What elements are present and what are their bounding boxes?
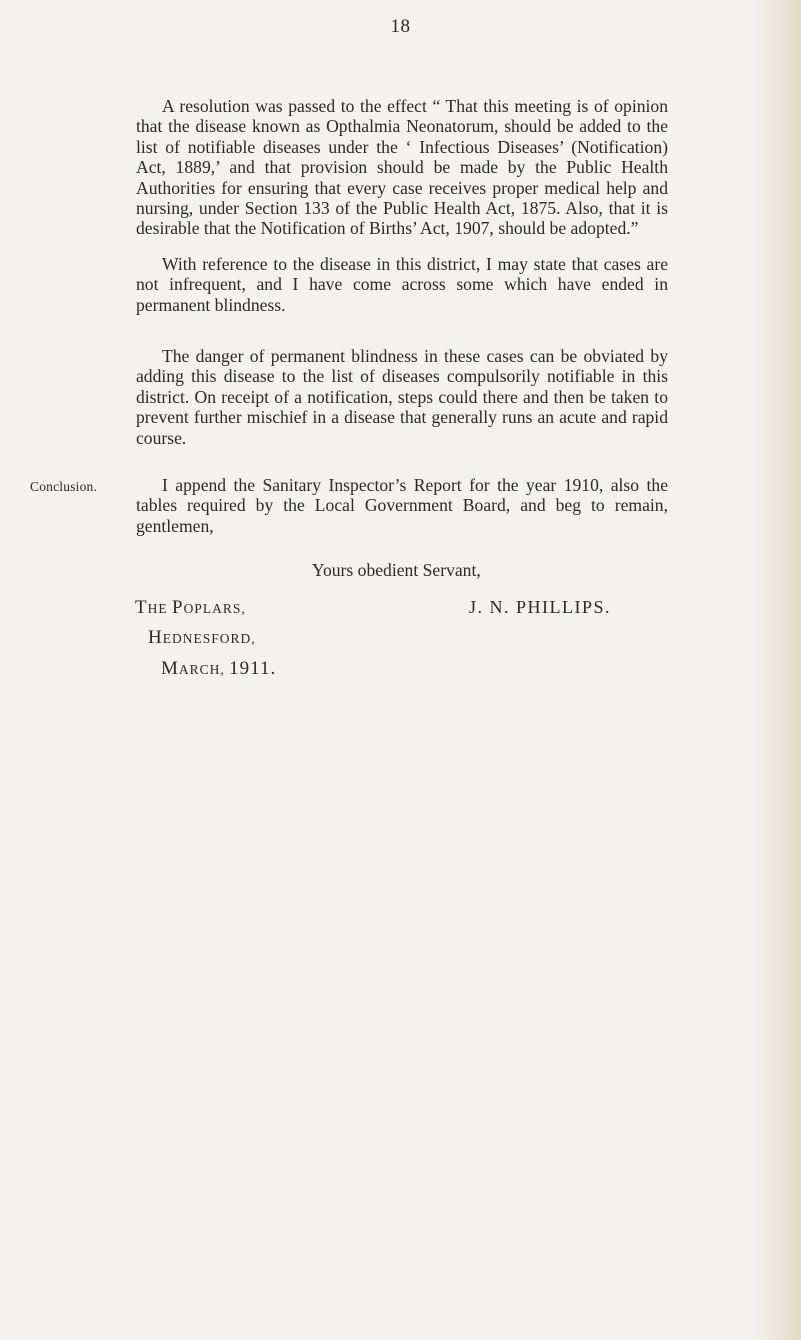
address-line-hednesford-initial: H	[148, 627, 163, 648]
address-line-poplars-word2-rest: OPLARS,	[183, 601, 246, 616]
date-line-year: 1911.	[229, 658, 277, 679]
closing-salutation: Yours obedient Servant,	[312, 560, 481, 580]
address-line-poplars	[135, 597, 246, 619]
margin-note-conclusion: Conclusion.	[30, 479, 98, 494]
address-line-poplars-initial: T	[135, 597, 148, 618]
date-line-rest: ARCH,	[178, 662, 230, 677]
address-line-poplars-word2-initial: P	[171, 597, 184, 618]
signature-name: J. N. PHILLIPS.	[469, 597, 612, 617]
paragraph-district-reference: With reference to the disease in this district, I may state that cases are not infrequent, and I have come across some which have ended in permanent blindness.	[136, 254, 668, 315]
date-line	[161, 658, 276, 680]
paragraph-danger: The danger of permanent blindness in these cases can be obviated by adding this disease to the list of diseases compulsorily notifiable in this district. On receipt of a notification, steps could there and then be taken to prevent further mischief in a disease that generally runs an acute and rapid course.	[136, 346, 668, 448]
paragraph-resolution: A resolution was passed to the effect “ That this meeting is of opinion that the disease known as Opthalmia Neonatorum, should be added to the list of notifiable diseases under the ‘ Infectious Diseases’ (Notification) Act, 1889,’ and that provision should be made by the Public Health Authorities for ensuring that every case receives proper medical help and nursing, under Section 133 of the Public Health Act, 1875. Also, that it is desirable that the Notification of Births’ Act, 1907, should be adopted.”	[136, 96, 668, 239]
paragraph-conclusion: I append the Sanitary Inspector’s Report for the year 1910, also the tables required by the Local Government Board, and beg to remain, gentlemen,	[136, 475, 668, 536]
address-line-hednesford	[148, 627, 256, 649]
date-line-initial: M	[161, 658, 179, 679]
address-line-poplars-rest: HE	[147, 601, 172, 616]
address-line-hednesford-rest: EDNESFORD,	[162, 631, 256, 646]
page-edge-shading	[753, 0, 801, 1340]
page-number: 18	[390, 16, 411, 37]
